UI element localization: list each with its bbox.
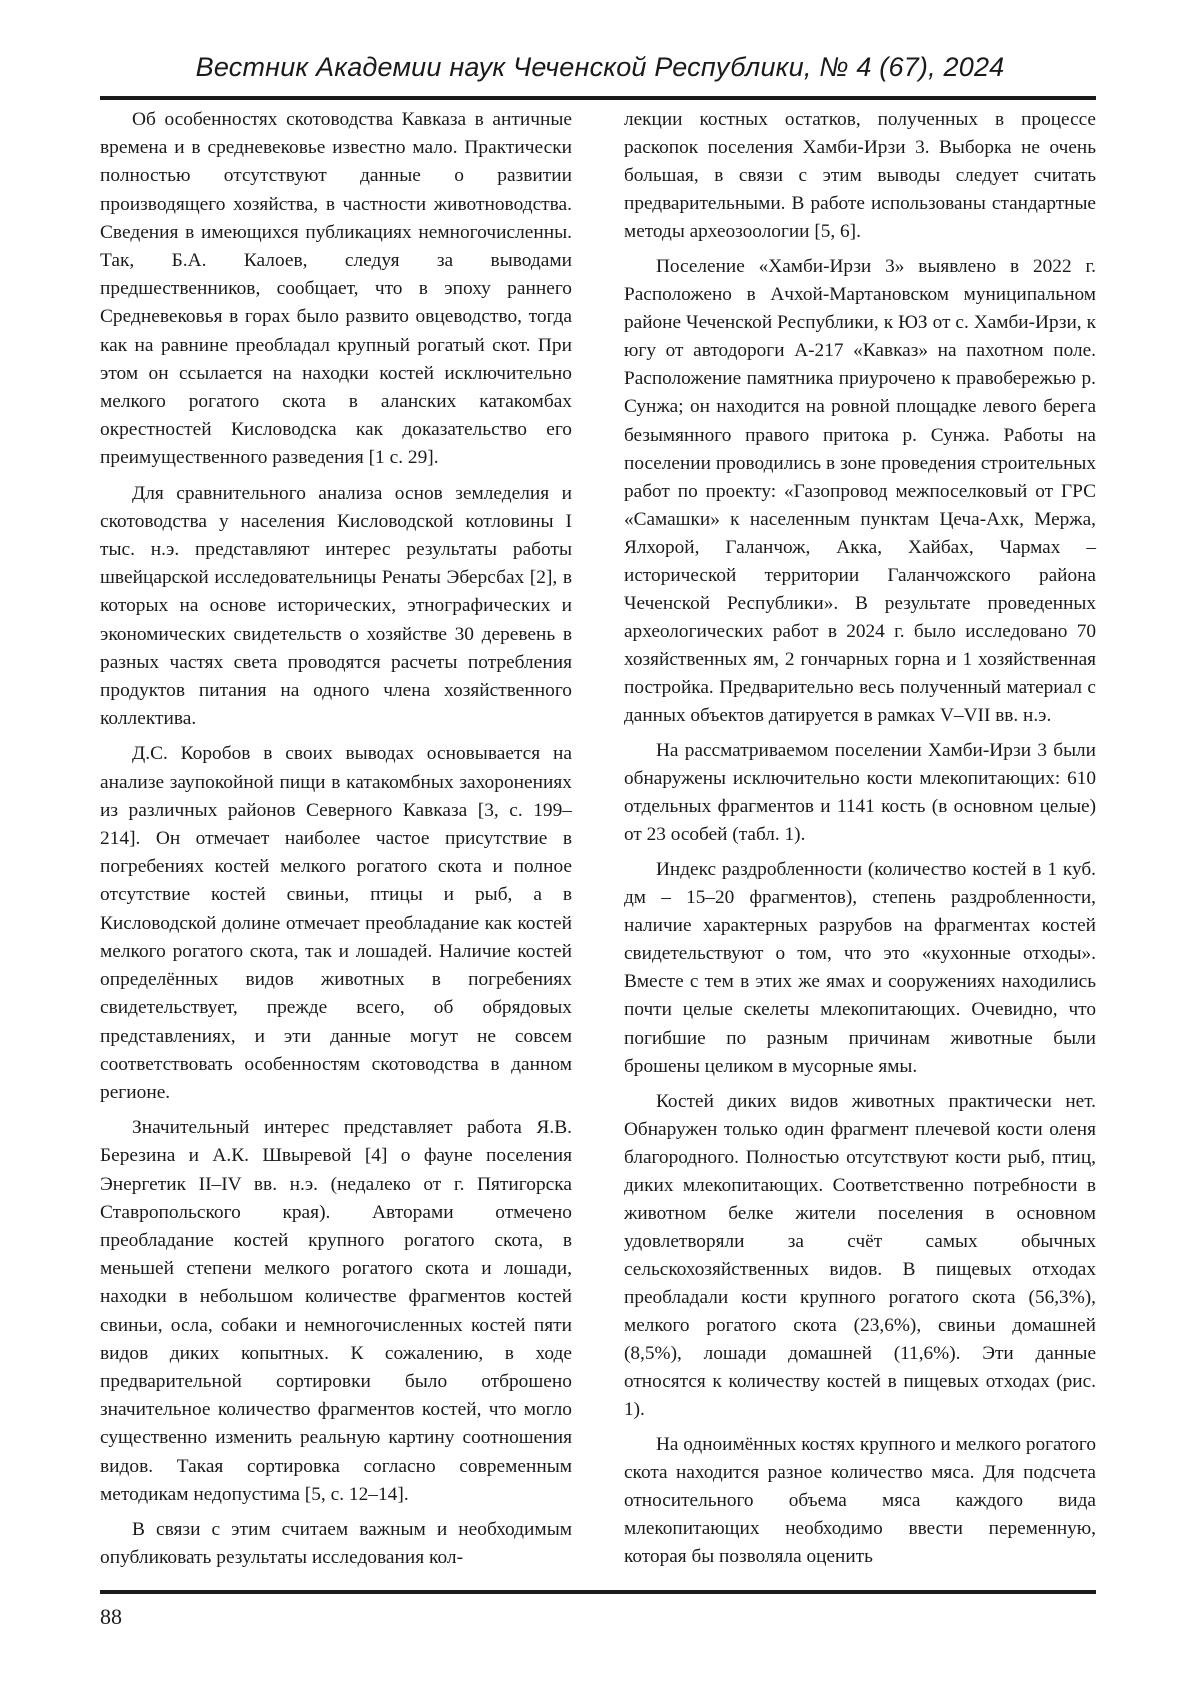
body-paragraph: На рассматриваемом поселении Хамби-Ирзи 3 были обнаружены исключительно кости млекопитающих: 610 отдельных фрагментов и 1141 кость (в основном целые) от 23 особей (табл. 1).: [624, 740, 1096, 846]
body-paragraph: В связи с этим считаем важным и необходимым опубликовать результаты исследования кол-: [100, 1518, 572, 1569]
journal-running-header: Вестник Академии наук Чеченской Республики, № 4 (67), 2024: [195, 52, 1005, 82]
body-paragraph: Об особенностях скотоводства Кавказа в античные времена и в средневековье известно мало. Практически полностью отсутствуют данные о развитии производящего хозяйства, в частности животноводства. Сведения в имеющихся публикациях немногочисленны. Так, Б.А. Калоев, следуя за выводами предшественников, сообщает, что в эпоху раннего Средневековья в горах было развито овцеводство, тогда как на равнине преобладал крупный рогатый скот. При этом он ссылается на находки костей исключительно мелкого рогатого скота в аланских катакомбах окрестностей Кисловодска как доказательство его преимущественного разведения [1 с. 29].: [100, 109, 572, 469]
continued-paragraph: лекции костных остатков, полученных в процессе раскопок поселения Хамби-Ирзи 3. Выборка не очень большая, в связи с этим выводы следует считать предварительными. В работе использованы стандартные методы археозоологии [5, 6].: [624, 109, 1096, 243]
body-paragraph: Д.С. Коробов в своих выводах основывается на анализе заупокойной пищи в катакомбных захоронениях из различных районов Северного Кавказа [3, с. 199–214]. Он отмечает наиболее частое присутствие в погребениях костей мелкого рогатого скота и полное отсутствие костей свиньи, птицы и рыб, а в Кисловодской долине отмечает преобладание как костей мелкого рогатого скота, так и лошадей. Наличие костей определённых видов животных в погребениях свидетельствует, прежде всего, об обрядовых представлениях, и эти данные могут не совсем соответствовать особенностям скотоводства в данном регионе.: [100, 743, 572, 1103]
body-paragraph: Костей диких видов животных практически нет. Обнаружен только один фрагмент плечевой кости оленя благородного. Полностью отсутствуют кости рыб, птиц, диких млекопитающих. Соответственно потребности в животном белке жители поселения в основном удовлетворяли за счёт самых обычных сельскохозяйственных видов. В пищевых отходах преобладали кости крупного рогатого скота (56,3%), мелкого рогатого скота (23,6%), свиньи домашней (8,5%), лошади домашней (11,6%). Эти данные относятся к количеству костей в пищевых отходах (рис. 1).: [624, 1090, 1096, 1421]
page-number: 88: [100, 1604, 122, 1629]
body-paragraph: Индекс раздробленности (количество костей в 1 куб. дм – 15–20 фрагментов), степень раздробленности, наличие характерных разрубов на фрагментах костей свидетельствуют о том, что это «кухонные отходы». Вместе с тем в этих же ямах и сооружениях находились почти целые скелеты млекопитающих. Очевидно, что погибшие по разным причинам животные были брошены целиком в мусорные ямы.: [624, 859, 1096, 1077]
body-paragraph: На одноимённых костях крупного и мелкого рогатого скота находится разное количество мяса. Для подсчета относительного объема мяса каждого вида млекопитающих необходимо ввести переменную, которая бы позволяла оценить: [624, 1434, 1096, 1568]
footer-rule: [100, 1590, 1096, 1594]
body-paragraph: Для сравнительного анализа основ земледелия и скотоводства у населения Кисловодской котловины I тыс. н.э. представляют интерес результаты работы швейцарской исследовательницы Ренаты Эберсбах [2], в которых на основе исторических, этнографических и экономических свидетельств о хозяйстве 30 деревень в разных частях света проводятся расчеты потребления продуктов питания на одного члена хозяйственного коллектива.: [100, 482, 572, 730]
right-column: [624, 106, 1096, 1578]
body-paragraph: Поселение «Хамби-Ирзи 3» выявлено в 2022 г. Расположено в Ачхой-Мартановском муниципальном районе Чеченской Республики, к ЮЗ от с. Хамби-Ирзи, к югу от автодороги А-217 «Кавказ» на пахотном поле. Расположение памятника приурочено к правобережью р. Сунжа; он находится на ровной площадке левого берега безымянного правого притока р. Сунжа. Работы на поселении проводились в зоне проведения строительных работ по проекту: «Газопровод межпоселковый от ГРС «Самашки» к населенным пунктам Цеча-Ахк, Мержа, Ялхорой, Галанчож, Акка, Хайбах, Чармах – исторической территории Галанчожского района Чеченской Республики». В результате проведенных археологических работ в 2024 г. было исследовано 70 хозяйственных ям, 2 гончарных горна и 1 хозяйственная постройка. Предварительно весь полученный материал с данных объектов датируется в рамках V–VII вв. н.э.: [624, 256, 1096, 726]
header-rule: [100, 96, 1096, 100]
body-paragraph: Значительный интерес представляет работа Я.В. Березина и А.К. Швыревой [4] о фауне поселения Энергетик II–IV вв. н.э. (недалеко от г. Пятигорска Ставропольского края). Авторами отмечено преобладание костей крупного рогатого скота, в меньшей степени мелкого рогатого скота и лошади, находки в небольшом количестве фрагментов костей свиньи, осла, собаки и немногочисленных костей пяти видов диких копытных. К сожалению, в ходе предварительной сортировки было отброшено значительное количество фрагментов костей, что могло существенно изменить реальную картину соотношения видов. Такая сортировка согласно современным методикам недопустима [5, с. 12–14].: [100, 1117, 572, 1505]
left-column: [100, 106, 572, 1579]
